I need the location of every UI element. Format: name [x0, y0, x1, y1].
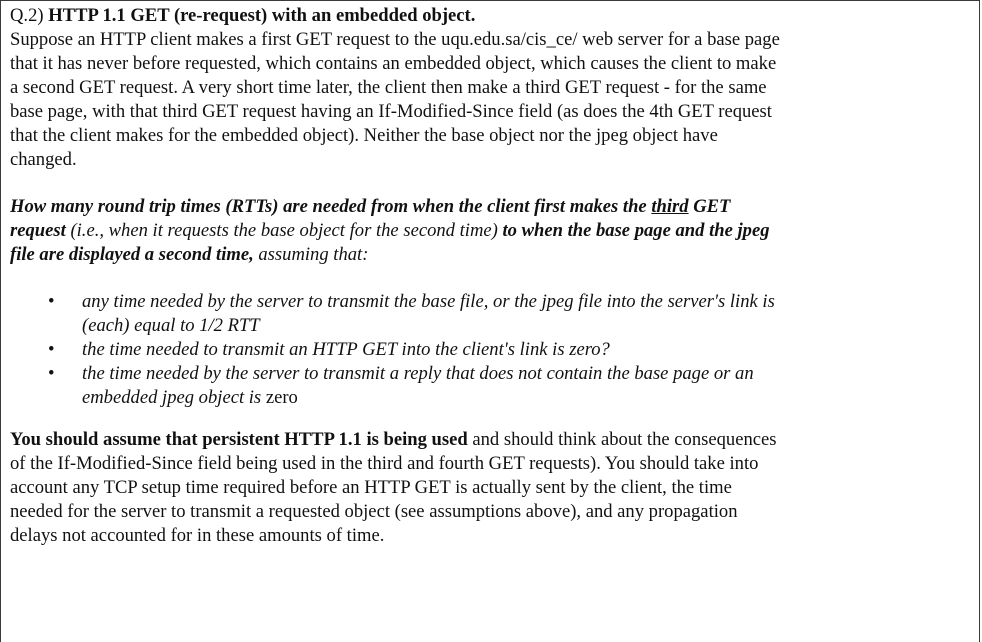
scenario-line: a second GET request. A very short time later, the client then make a third GET request - for the same — [10, 77, 767, 98]
scenario-line: Suppose an HTTP client makes a first GET request to the uqu.edu.sa/cis_ce/ web server for a base page — [10, 29, 780, 50]
assumption-line: the time needed by the server to transmit a reply that does not contain the base page or an — [82, 363, 754, 384]
closing-paragraph — [10, 428, 979, 548]
prompt-aside: assuming that: — [253, 244, 369, 265]
assumption-line: (each) equal to 1/2 RTT — [82, 315, 260, 336]
assumption-item — [10, 338, 979, 362]
prompt-text: GET — [688, 196, 731, 217]
closing-line: account any TCP setup time required before an HTTP GET is actually sent by the client, the time — [10, 477, 732, 498]
prompt-text: file are displayed a second time, — [10, 244, 254, 265]
assumption-item — [10, 290, 979, 338]
prompt-aside: (i.e., when it requests the base object for the second time) — [70, 220, 498, 241]
prompt-line — [10, 243, 979, 267]
assumption-item — [10, 362, 979, 410]
question-title: HTTP 1.1 GET (re-request) with an embedded object. — [48, 5, 476, 26]
assumptions-list — [10, 290, 979, 410]
question-heading — [10, 4, 979, 28]
bullet-icon: • — [48, 291, 55, 312]
prompt-emphasis: third — [651, 196, 689, 217]
assumption-line: embedded jpeg object is — [82, 387, 266, 408]
closing-line: needed for the server to transmit a requested object (see assumptions above), and any propagation — [10, 501, 738, 522]
prompt-line — [10, 195, 979, 219]
closing-line: You should assume that persistent HTTP 1.1 is being used and should think about the consequences — [10, 429, 777, 450]
bullet-icon: • — [48, 363, 55, 384]
scenario-line: that the client makes for the embedded object). Neither the base object nor the jpeg object have — [10, 125, 718, 146]
assumption-line: any time needed by the server to transmit the base file, or the jpeg file into the server's link is — [82, 291, 775, 312]
prompt-text: request — [10, 220, 71, 241]
prompt-paragraph — [10, 195, 979, 267]
scenario-line: base page, with that third GET request having an If-Modified-Since field (as does the 4th GET request — [10, 101, 772, 122]
closing-emphasis: You should assume that persistent HTTP 1.1 is being used — [10, 429, 468, 450]
scenario-line: changed. — [10, 149, 77, 170]
question-number: Q.2) — [10, 5, 44, 26]
closing-line: of the If-Modified-Since field being used in the third and fourth GET requests). You should take into — [10, 453, 759, 474]
prompt-line — [10, 219, 979, 243]
assumption-line: the time needed to transmit an HTTP GET into the client's link is zero? — [82, 339, 610, 360]
closing-line: delays not accounted for in these amounts of time. — [10, 525, 385, 546]
assumption-line: zero — [265, 387, 298, 408]
scenario-paragraph — [10, 28, 979, 172]
scenario-line: that it has never before requested, which contains an embedded object, which causes the client to make — [10, 53, 777, 74]
prompt-text: to when the base page and the jpeg — [497, 220, 770, 241]
bullet-icon: • — [48, 339, 55, 360]
prompt-text: How many round trip times (RTTs) are needed from when the client first makes the — [10, 196, 652, 217]
